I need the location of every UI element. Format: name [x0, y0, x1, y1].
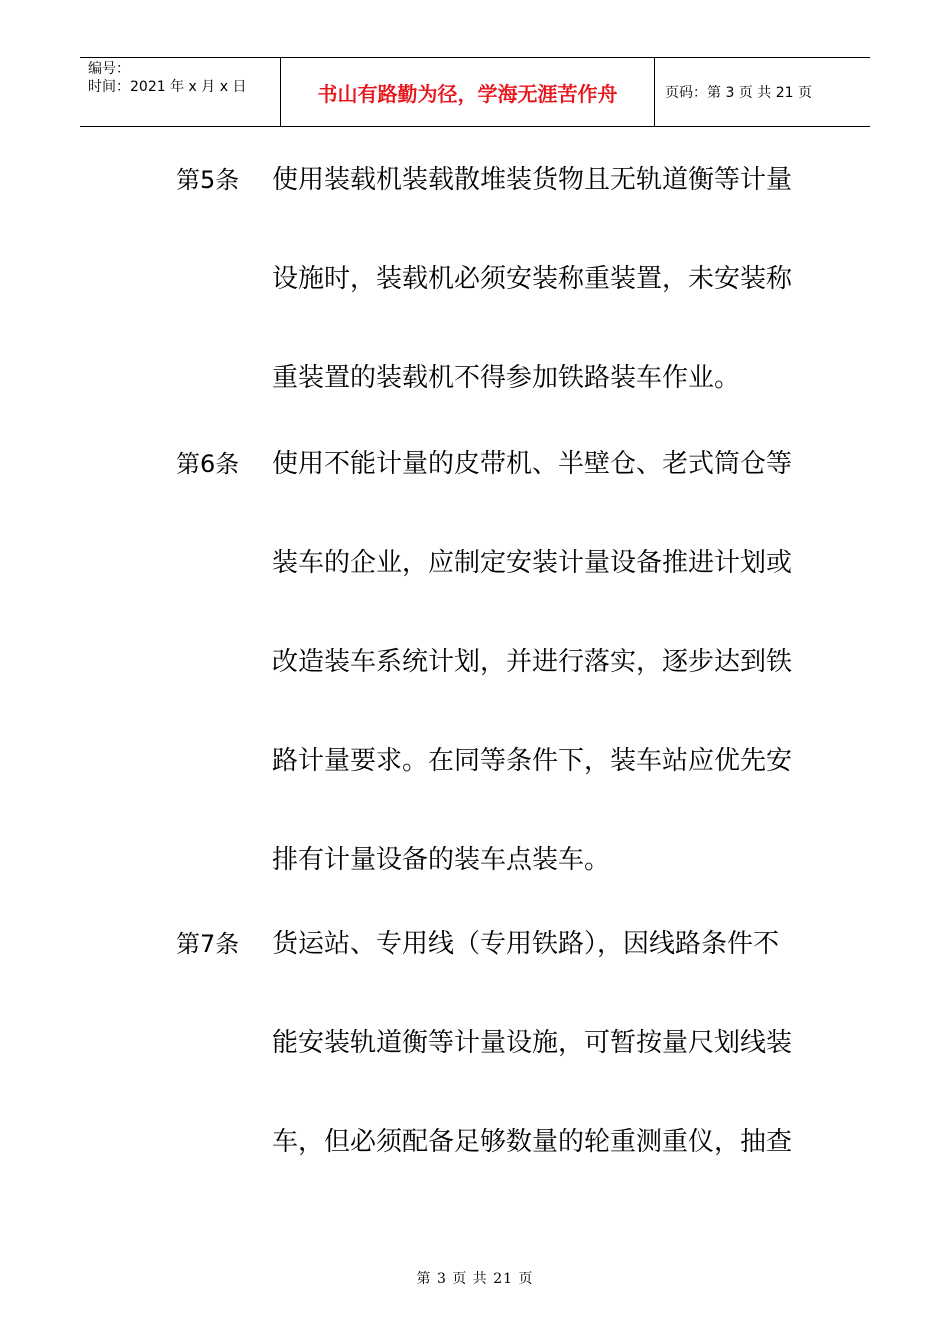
article-line: 使用装载机装载散堆装货物且无轨道衡等计量	[272, 165, 793, 195]
article-number: 第6条	[176, 450, 240, 478]
page-footer: 第 3 页 共 21 页	[416, 1271, 534, 1287]
article-line: 设施时，装载机必须安装称重装置，未安装称	[272, 264, 793, 294]
article-line: 重装置的装载机不得参加铁路装车作业。	[272, 363, 741, 393]
article-text	[272, 161, 817, 458]
article-text	[272, 445, 817, 940]
date-label: 时间：2021 年 x 月 x 日	[88, 79, 247, 95]
number-label: 编号：	[88, 61, 130, 77]
article-line: 改造装车系统计划，并进行落实，逐步达到铁	[272, 647, 793, 677]
article-number: 第5条	[176, 166, 240, 194]
article-line: 使用不能计量的皮带机、半壁仓、老式筒仓等	[272, 449, 793, 479]
article-line: 路计量要求。在同等条件下，装车站应优先安	[272, 746, 793, 776]
header-meta	[80, 58, 281, 126]
article-line: 车，但必须配备足够数量的轮重测重仪，抽查	[272, 1127, 793, 1157]
article-line: 排有计量设备的装车点装车。	[272, 845, 611, 875]
article-text	[272, 925, 817, 1222]
article-number: 第7条	[176, 930, 240, 958]
header-page-info: 页码：第 3 页 共 21 页	[665, 85, 812, 101]
article-line: 装车的企业，应制定安装计量设备推进计划或	[272, 548, 793, 578]
header-motto: 书山有路勤为径，学海无涯苦作舟	[281, 58, 655, 126]
page-header	[80, 57, 870, 127]
article-line: 货运站、专用线（专用铁路），因线路条件不	[272, 929, 780, 959]
article-line: 能安装轨道衡等计量设施，可暂按量尺划线装	[272, 1028, 793, 1058]
